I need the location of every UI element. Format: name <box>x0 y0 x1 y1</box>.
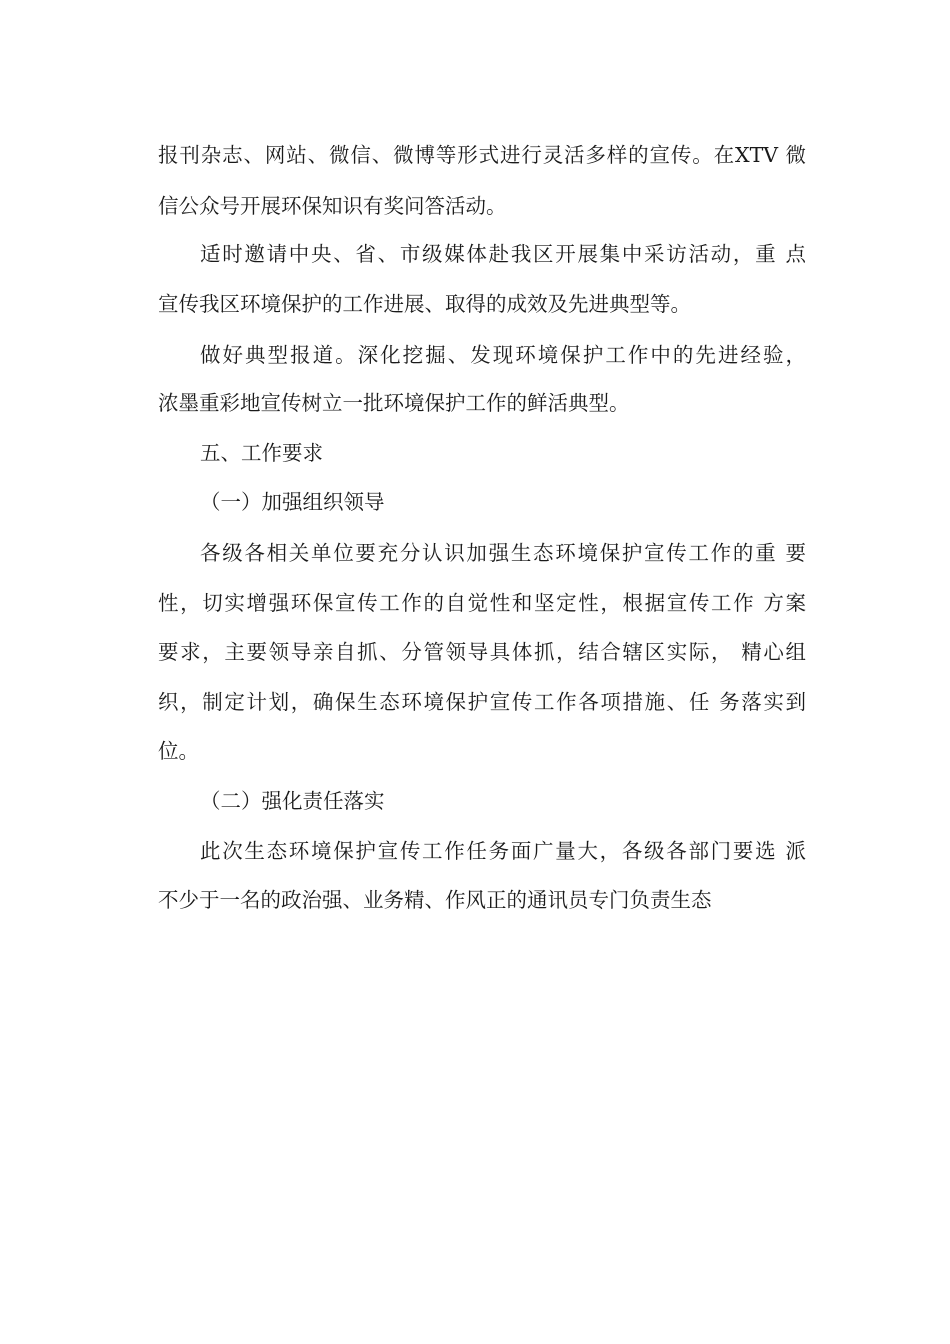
paragraph-line: 浓墨重彩地宣传树立一批环境保护工作的鲜活典型。 <box>158 391 630 415</box>
section-heading: 五、工作要求 <box>200 441 323 465</box>
paragraph-line: 性，切实增强环保宣传工作的自觉性和坚定性，根据宣传工作 方案 <box>158 591 806 615</box>
paragraph-line: 适时邀请中央、省、市级媒体赴我区开展集中采访活动，重 点 <box>200 242 806 266</box>
paragraph-line: 各级各相关单位要充分认识加强生态环境保护宣传工作的重 要 <box>200 541 806 565</box>
paragraph-line: 报刊杂志、网站、微信、微博等形式进行灵活多样的宣传。在XTV 微 <box>158 143 806 167</box>
subsection-heading: （一）加强组织领导 <box>200 490 385 514</box>
paragraph-line: 宣传我区环境保护的工作进展、取得的成效及先进典型等。 <box>158 292 691 316</box>
paragraph-line: 信公众号开展环保知识有奖问答活动。 <box>158 194 507 218</box>
paragraph-line: 此次生态环境保护宣传工作任务面广量大，各级各部门要选 派 <box>200 839 806 863</box>
paragraph-line: 织，制定计划，确保生态环境保护宣传工作各项措施、任 务落实到 <box>158 690 806 714</box>
paragraph-line: 做好典型报道。深化挖掘、发现环境保护工作中的先进经验， <box>200 343 806 367</box>
paragraph-line: 位。 <box>158 739 199 763</box>
paragraph-line: 不少于一名的政治强、业务精、作风正的通讯员专门负责生态 <box>158 888 712 912</box>
paragraph-line: 要求，主要领导亲自抓、分管领导具体抓，结合辖区实际， 精心组 <box>158 640 806 664</box>
subsection-heading: （二）强化责任落实 <box>200 789 385 813</box>
